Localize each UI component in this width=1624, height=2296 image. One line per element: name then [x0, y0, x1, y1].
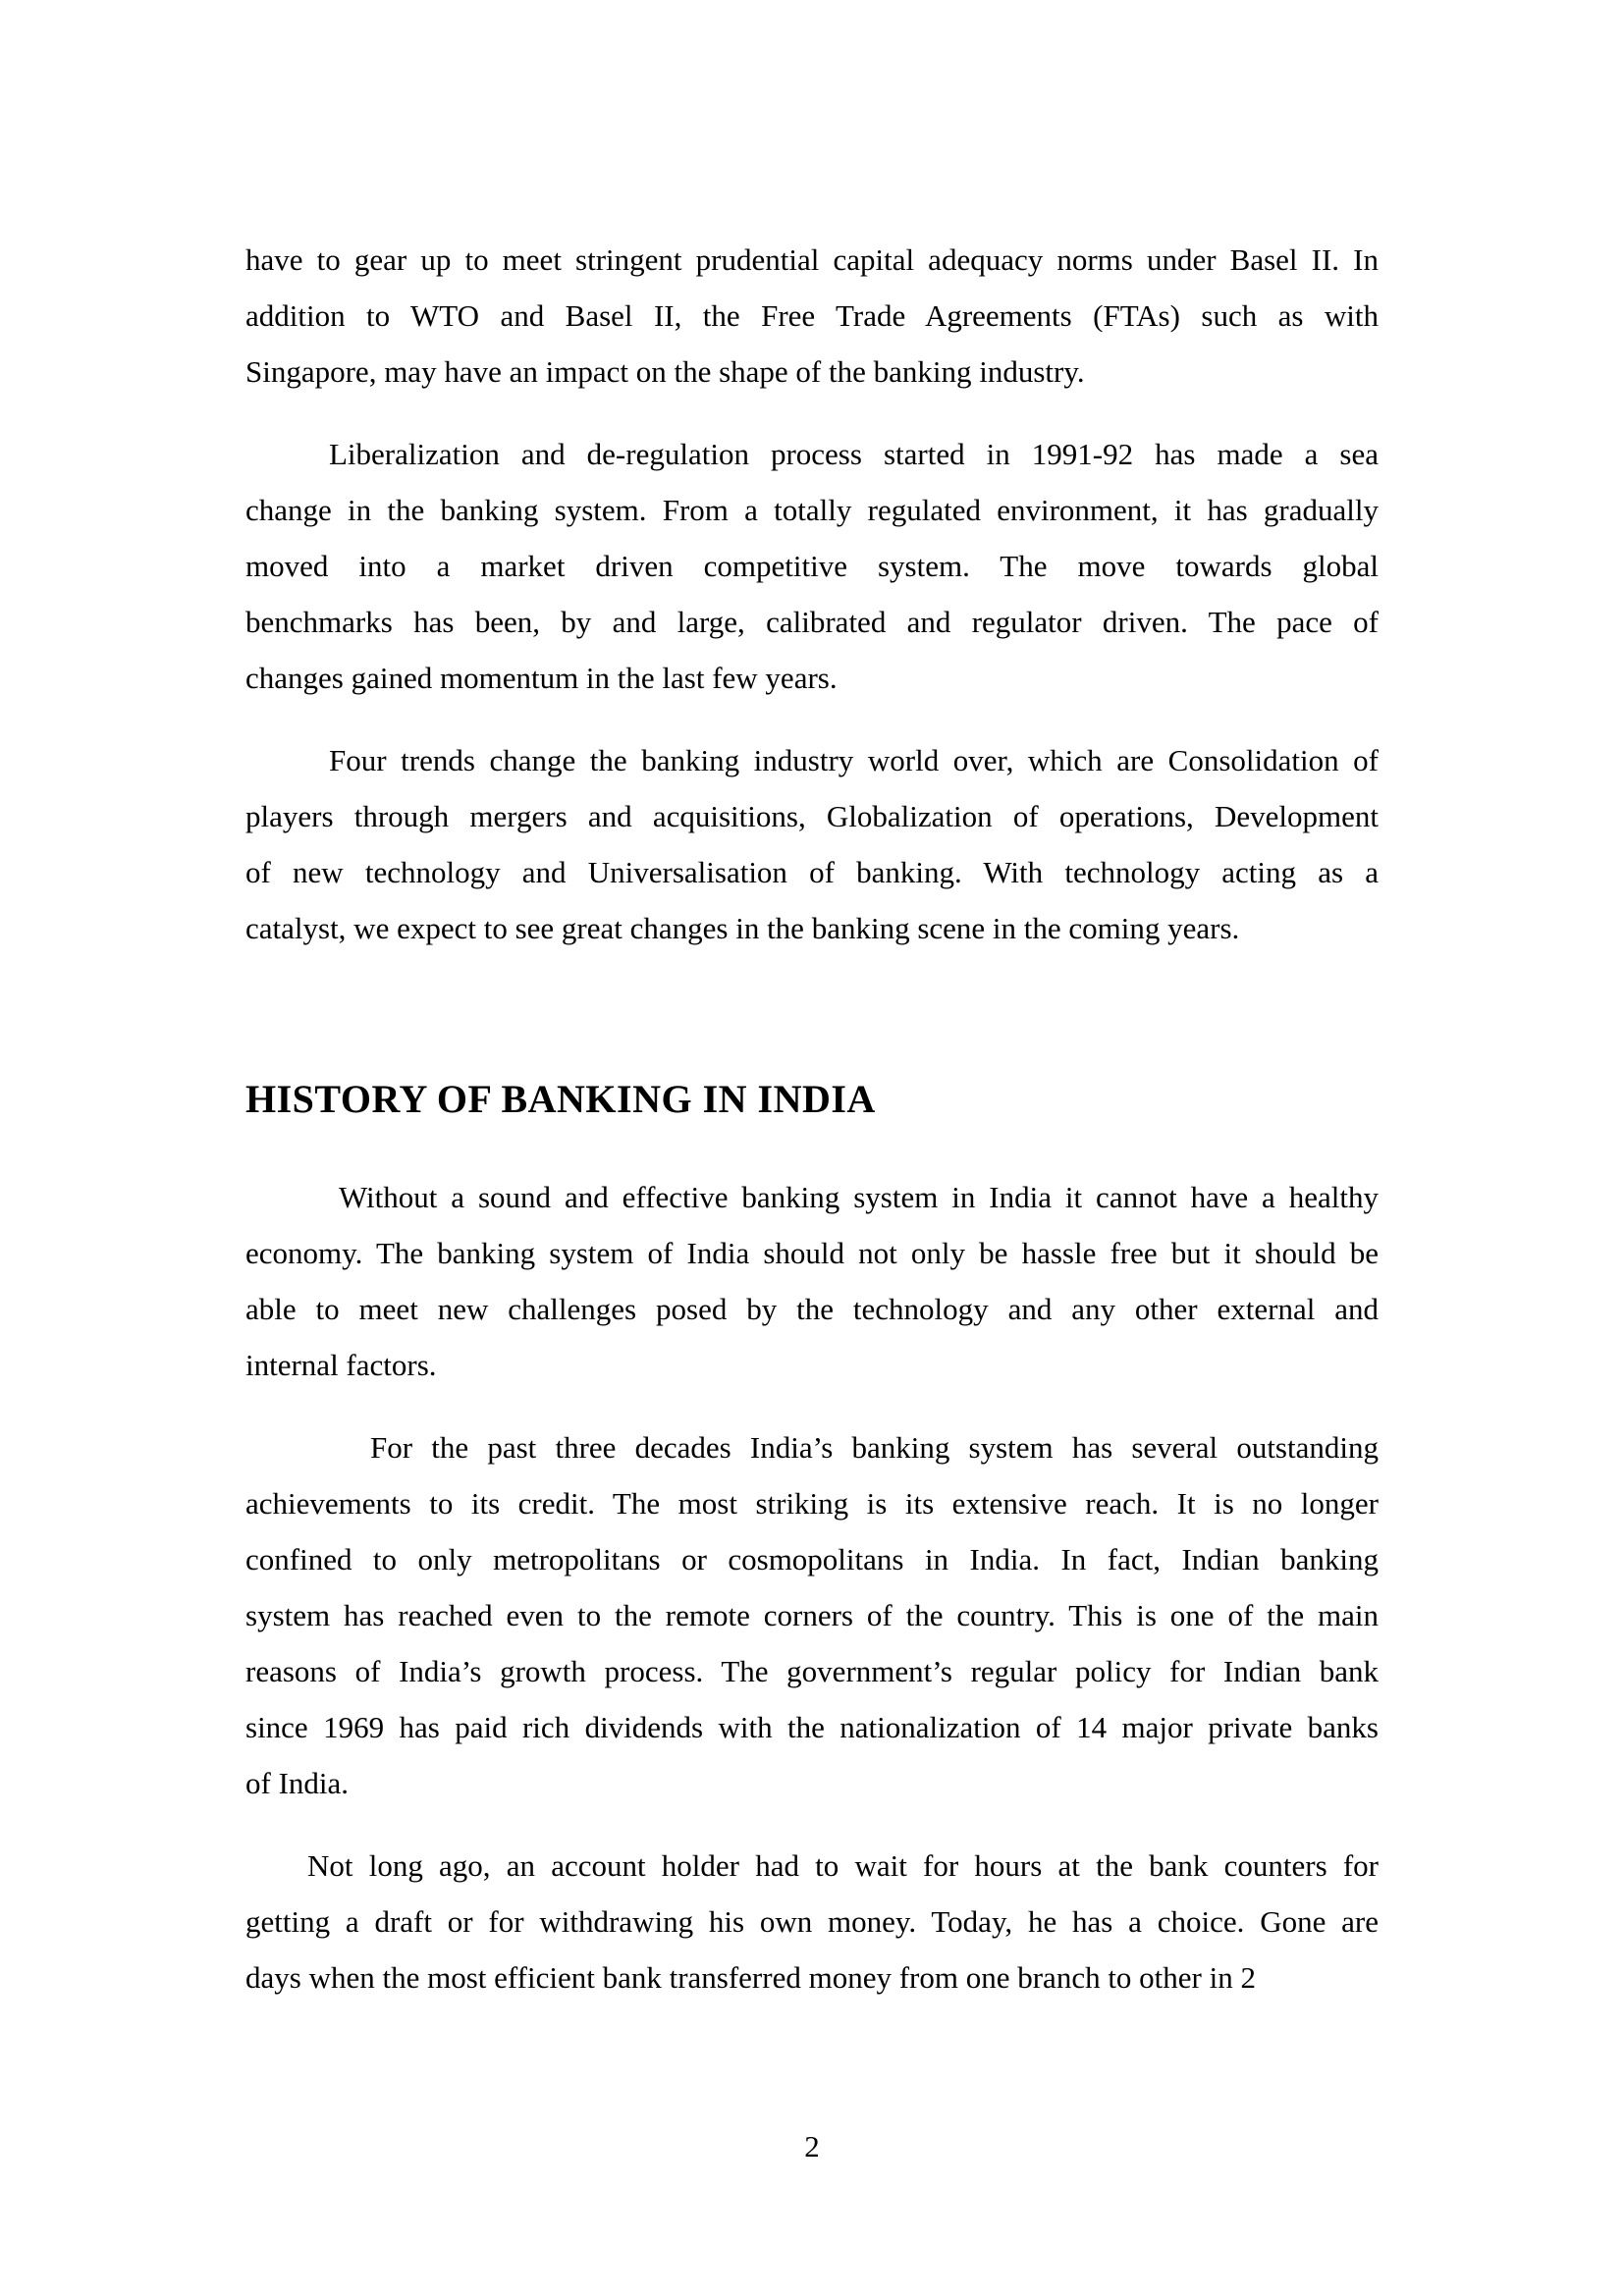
paragraph: [245, 732, 1379, 956]
text-line: catalyst, we expect to see great changes in the banking scene in the coming years.: [245, 911, 1240, 945]
text-line: getting a draft or for withdrawing his own money. Today, he has a choice. Gone are: [245, 1904, 1379, 1939]
text-line: Singapore, may have an impact on the shape of the banking industry.: [245, 354, 1085, 389]
text-line: days when the most efficient bank transferred money from one branch to other in 2: [245, 1960, 1256, 1995]
text-line: have to gear up to meet stringent prudential capital adequacy norms under Basel II. In: [245, 242, 1379, 277]
text-line: reasons of India’s growth process. The government’s regular policy for Indian bank: [245, 1654, 1379, 1688]
text-line: internal factors.: [245, 1348, 437, 1382]
paragraph: [245, 1838, 1379, 2005]
text-line: able to meet new challenges posed by the technology and any other external and: [245, 1292, 1379, 1326]
paragraph: [245, 1169, 1379, 1393]
text-line: confined to only metropolitans or cosmopolitans in India. In fact, Indian banking: [245, 1542, 1379, 1576]
text-line: Four trends change the banking industry world over, which are Consolidation of: [329, 743, 1379, 777]
text-line: benchmarks has been, by and large, calibrated and regulator driven. The pace of: [245, 605, 1379, 639]
text-line: of India.: [245, 1766, 350, 1800]
text-line: players through mergers and acquisitions, Globalization of operations, Development: [245, 799, 1379, 833]
text-line: addition to WTO and Basel II, the Free Trade Agreements (FTAs) such as with: [245, 298, 1379, 333]
text-line: Not long ago, an account holder had to wait for hours at the bank counters for: [307, 1848, 1379, 1883]
paragraph: [245, 1419, 1379, 1811]
text-line: changes gained momentum in the last few years.: [245, 661, 838, 695]
text-line: system has reached even to the remote corners of the country. This is one of the main: [245, 1598, 1379, 1632]
text-line: economy. The banking system of India should not only be hassle free but it should be: [245, 1236, 1379, 1270]
page-number: 2: [804, 2129, 820, 2163]
section-heading: HISTORY OF BANKING IN INDIA: [245, 1077, 876, 1121]
text-line: Without a sound and effective banking system in India it cannot have a healthy: [339, 1180, 1379, 1214]
text-line: change in the banking system. From a totally regulated environment, it has gradually: [245, 493, 1379, 527]
text-line: since 1969 has paid rich dividends with the nationalization of 14 major private banks: [245, 1710, 1379, 1744]
text-line: moved into a market driven competitive system. The move towards global: [245, 549, 1379, 583]
text-line: For the past three decades India’s banking system has several outstanding: [370, 1430, 1379, 1465]
text-line: of new technology and Universalisation of banking. With technology acting as a: [245, 855, 1379, 889]
paragraph: [245, 232, 1379, 400]
text-line: Liberalization and de-regulation process started in 1991-92 has made a sea: [329, 437, 1379, 471]
paragraph: [245, 426, 1379, 706]
text-line: achievements to its credit. The most striking is its extensive reach. It is no longer: [245, 1486, 1379, 1521]
